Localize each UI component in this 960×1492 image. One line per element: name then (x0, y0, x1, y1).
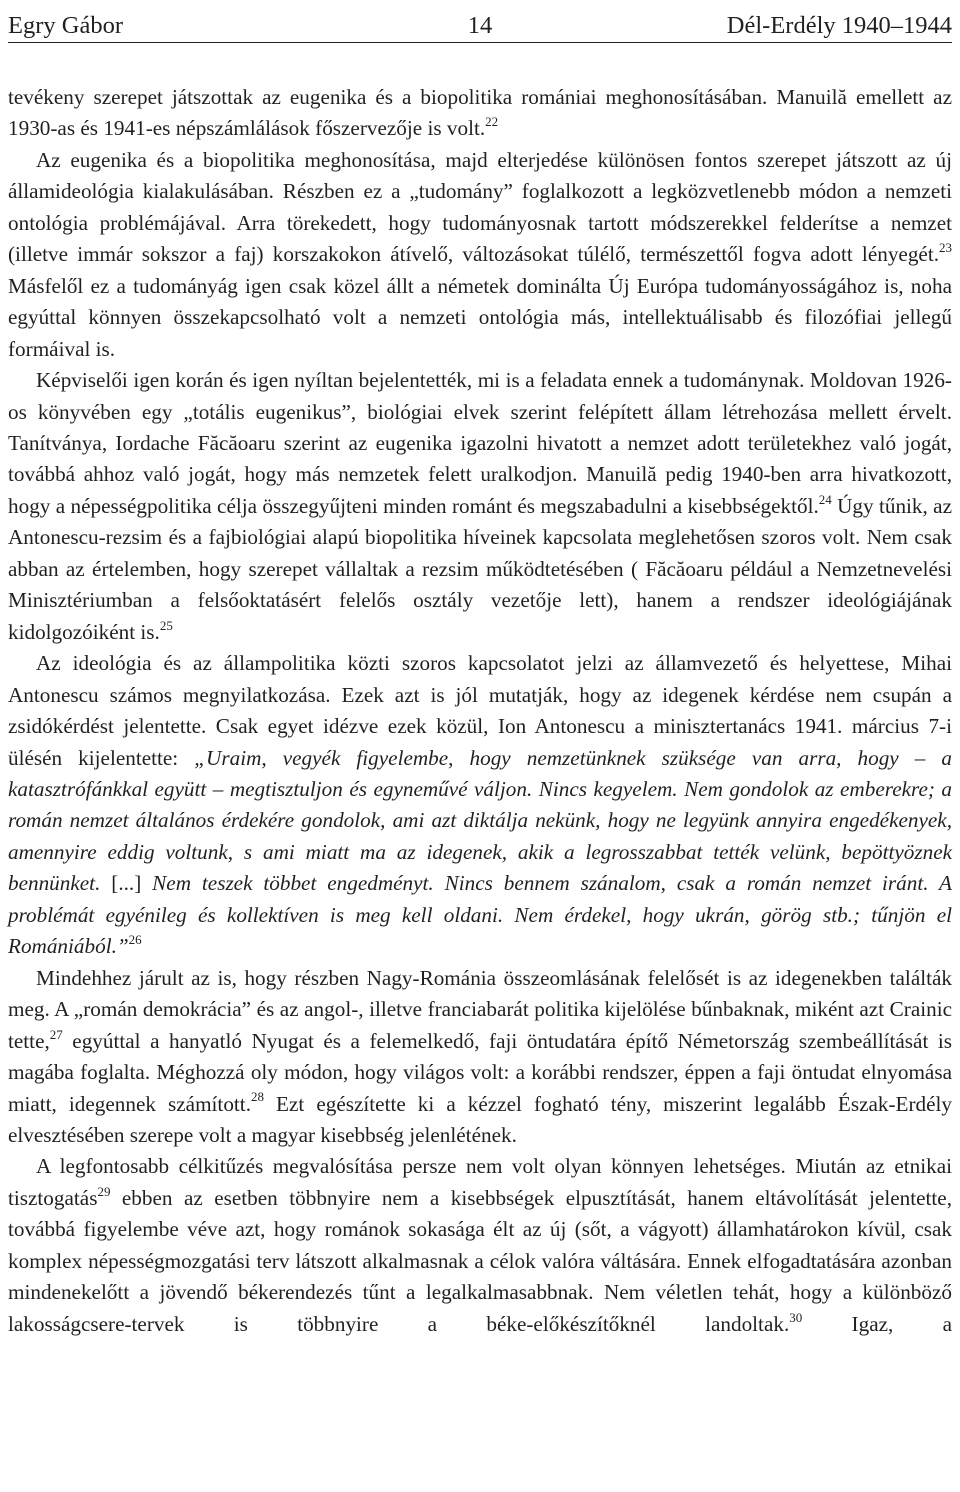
paragraph-text: egyúttal a hanyatló Nyugat és a felemelkedő, faji öntudatára építő Németország szembeállítását is magába foglalta. Méghozzá oly módon, hogy világos volt: a korábbi rendszer, éppen a faji öntudat elnyomása miatt, idegennek számított. (8, 1028, 952, 1116)
body-text (8, 82, 952, 1340)
paragraph-text: Az ideológia és az állampolitika közti szoros kapcsolatot jelzi az államvezető és helyettese, Mihai Antonescu számos megnyilatkozása. Ezek azt is jól mutatják, hogy az idegenek kérdése nem csupán a zsidókérdést jelentette. Csak egyet idézve ezek közül, Ion Antonescu a minisztertanács 1941. március 7-i ülésén kijelentette: (8, 651, 952, 770)
paragraph-text: tevékeny szerepet játszottak az eugenika és a biopolitika romániai meghonosításában. Manuilă emellett az 1930-as és 1941-es népszámlálások főszervezője is volt. (8, 85, 952, 141)
paragraph-6 (8, 1151, 952, 1340)
paragraph-5 (8, 963, 952, 1152)
page-number: 14 (467, 12, 493, 39)
paragraph-text: Mindehhez járult az is, hogy részben Nagy-Románia összeomlásának felelősét is az idegenekben találták meg. A „román demokrácia” és az angol-, illetve franciabarát politika kijelölése bűnbaknak, miként azt Crainic tette, (8, 965, 952, 1053)
paragraph-text: Ezt egészítette ki a kézzel fogható tény, miszerint legalább Észak-Erdély elvesztésében szerepe volt a magyar kisebbség jelenlétének. (8, 1091, 953, 1147)
footnote-ref-26: 26 (128, 932, 142, 948)
paragraph-text: Úgy tűnik, az Antonescu-rezsim és a fajbiológiai alapú biopolitika híveinek kapcsolata meglehetősen szoros volt. Nem csak abban az értelemben, hogy szerepet vállaltak a rezsim működtetésében ( Făcăoaru például a Nemzetnevelési Minisztériumban a felsőoktatásért felelős osztály vezetője lett), hanem a rendszer ideológiájának kidolgozóiként is. (8, 493, 952, 644)
paragraph-text: Az eugenika és a biopolitika meghonosítása, majd elterjedése különösen fontos szerepet játszott az új államideológia kialakulásában. Részben ez a „tudomány” foglalkozott a legközvetlenebb módon a nemzeti ontológia problémájával. Arra törekedett, hogy tudományosnak tartott módszerekkel felderítse a nemzet (illetve immár sokszor a faj) korszakokon átívelő, változásokat túlélő, természettől fogva adott lényegét. (8, 147, 952, 267)
paragraph-text: Igaz, a (802, 1311, 952, 1336)
quotation-italic: Nem teszek többet engedményt. Nincs bennem szánalom, csak a román nemzet iránt. A problémát egyénileg és kollektíven is meg kell oldani. Nem érdekel, hogy ukrán, görög stb.; tűnjön el Romániából.” (8, 871, 952, 959)
paragraph-text: A legfontosabb célkitűzés megvalósítása persze nem volt olyan könnyen lehetséges. Miután az etnikai tisztogatás (8, 1154, 952, 1210)
header-book-title: Dél-Erdély 1940–1944 (726, 12, 952, 39)
footnote-ref-22: 22 (485, 114, 499, 130)
paragraph-4 (8, 648, 952, 963)
footnote-ref-28: 28 (251, 1089, 264, 1105)
footnote-ref-25: 25 (159, 617, 173, 633)
footnote-ref-24: 24 (818, 491, 832, 507)
header-author: Egry Gábor (8, 12, 123, 39)
paragraph-3 (8, 365, 952, 648)
footnote-ref-27: 27 (49, 1026, 63, 1042)
ellipsis-mark: [...] (100, 871, 153, 896)
footnote-ref-29: 29 (97, 1183, 111, 1199)
paragraph-1 (8, 82, 952, 145)
quotation-italic: „Uraim, vegyék figyelembe, hogy nemzetünknek szüksége van arra, hogy – a katasztrófánkkal együtt – megtisztuljon és egyneművé váljon. Nincs kegyelem. Nem gondolok az emberekre; a román nemzet általános érdekére gondolok, ami azt diktálja nekünk, hogy ne legyünk annyira engedékenyek, amennyire eddig voltunk, s ami miatt ma az idegenek, akik a legrosszabbat tették velünk, bepöttyöznek bennünket. (8, 745, 953, 896)
paragraph-text: ebben az esetben többnyire nem a kisebbségek elpusztítását, hanem eltávolítását jelentette, továbbá figyelembe véve azt, hogy románok sokasága élt az új (sőt, a vágyott) államhatárokon kívül, csak komplex népességmozgatási terv látszott alkalmasnak a célok valóra váltására. Ennek elfogadtatására azonban mindenekelőtt a jövendő békerendezés tűnt a legalkalmasabbnak. Nem véletlen tehát, hogy a különböző lakosságcsere-tervek is többnyire a béke-előkészítőknél landoltak. (8, 1185, 952, 1336)
footnote-ref-23: 23 (939, 240, 952, 256)
paragraph-2 (8, 145, 952, 365)
paragraph-text: Másfelől ez a tudományág igen csak közel állt a németek dominálta Új Európa tudományosságához is, noha egyúttal könnyen összekapcsolható volt a nemzeti ontológia más, intellektuálisabb és filozófiai jellegű formáival is. (8, 273, 952, 361)
paragraph-text: Képviselői igen korán és igen nyíltan bejelentették, mi is a feladata ennek a tudománynak. Moldovan 1926-os könyvében egy „totális eugenikus”, biológiai elvek szerint felépített állam létrehozása mellett érvelt. Tanítványa, Iordache Făcăoaru szerint az eugenika igazolni hivatott a nemzet adott területekhez való jogát, továbbá ahhoz való jogát, hogy más nemzetek felett uralkodjon. Manuilă pedig 1940-ben arra hivatkozott, hogy a népességpolitika célja összegyűjteni minden románt és megszabadulni a kisebbségektől. (8, 368, 952, 518)
running-header (8, 8, 952, 43)
footnote-ref-30: 30 (789, 1309, 803, 1325)
